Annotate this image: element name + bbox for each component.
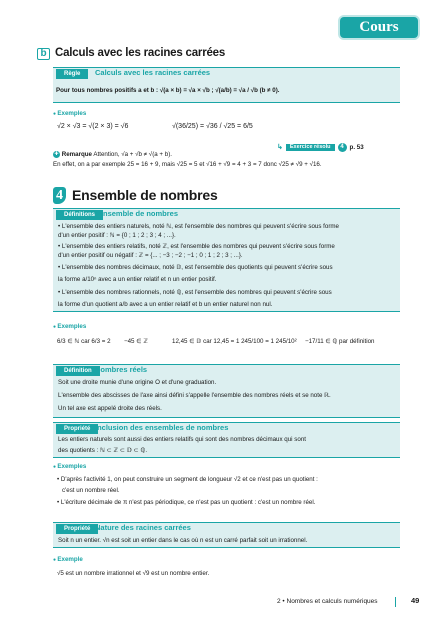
example-bullet-cont: c'est un nombre réel.	[62, 487, 120, 494]
definition-naturals: • L'ensemble des entiers naturels, noté ℕ, est l'ensemble des nombres qui peuvent s'écrire sous forme	[58, 223, 340, 230]
rule-heading: Calculs avec les racines carrées	[95, 68, 211, 77]
remark-icon: ✚	[54, 151, 59, 157]
property-heading: Nature des racines carrées	[95, 523, 191, 532]
example-rationals: −17/11 ∈ ℚ par définition	[305, 338, 375, 345]
definitions-box	[53, 208, 400, 312]
footer-divider	[395, 597, 396, 607]
property-heading: Inclusion des ensembles de nombres	[95, 423, 229, 432]
cours-badge: Cours	[340, 17, 418, 38]
section-title: Ensemble de nombres	[72, 187, 218, 203]
example-integers: −45 ∈ ℤ	[124, 338, 148, 345]
exercise-page: p. 53	[349, 143, 364, 151]
arrow-icon: ↳	[277, 144, 283, 151]
property-line: Les entiers naturels sont aussi des entiers relatifs qui sont des nombres décimaux qui sont	[58, 436, 306, 443]
section-4-heading	[53, 186, 218, 205]
example-equation: √(36/25) = √36 / √25 = 6/5	[172, 123, 253, 130]
section-number: 4	[53, 187, 66, 204]
section-title: Calculs avec les racines carrées	[55, 47, 226, 59]
page-number: 49	[411, 596, 420, 605]
definition-decimals-cont: la forme a/10ⁿ avec a un entier relatif et n un entier positif.	[58, 276, 217, 283]
definition-line: Soit une droite munie d'une origine O et d'une graduation.	[58, 379, 217, 386]
definition-decimals: • L'ensemble des nombres décimaux, noté 𝔻, est l'ensemble des quotients qui peuvent s'écrire sous	[58, 264, 333, 271]
remark-line2: En effet, on a par exemple 25 = 16 + 9, mais √25 = 5 et √16 + √9 = 4 + 3 = 7 donc √25 ≠ √9 + √16.	[53, 161, 322, 168]
example-decimals: 12,45 ∈ 𝔻 car 12,45 = 1 245/100 = 1 245/10²	[172, 338, 297, 345]
exercise-tag: Exercice résolu	[286, 144, 335, 151]
examples-label: ● Exemples	[53, 323, 86, 331]
footer-chapter: 2 • Nombres et calculs numériques	[277, 598, 378, 605]
rule-text: Pour tous nombres positifs a et b : √(a × b) = √a × √b ; √(a/b) = √a / √b (b ≠ 0).	[56, 87, 280, 94]
section-b-heading	[37, 46, 225, 62]
examples-label: ● Exemples	[53, 463, 86, 471]
definition-rationals: • L'ensemble des nombres rationnels, noté ℚ, est l'ensemble des nombres qui peuvent s'écrire sous	[58, 289, 332, 296]
example-label: ● Exemple	[53, 556, 83, 564]
definition-integers-cont: d'un entier positif ou négatif : ℤ = {... ; −3 ; −2 ; −1 ; 0 ; 1 ; 2 ; 3 ; ...}.	[58, 252, 243, 259]
definition-heading: Nombres réels	[95, 365, 148, 374]
property-box	[53, 422, 400, 458]
example-text: √5 est un nombre irrationnel et √9 est un nombre entier.	[57, 570, 210, 577]
examples-label: ● Exemples	[53, 110, 86, 118]
exercise-number: 4	[338, 143, 347, 152]
definitions-heading: Ensemble de nombres	[98, 209, 179, 218]
definition-naturals-cont: d'un entier positif : ℕ = {0 ; 1 ; 2 ; 3 ; 4 ; ...}.	[58, 232, 176, 239]
example-equation: √2 × √3 = √(2 × 3) = √6	[57, 123, 129, 130]
rule-tag: Règle	[56, 69, 88, 79]
example-bullet: • D'après l'activité 1, on peut construire un segment de longueur √2 et ce n'est pas un quotient :	[57, 476, 318, 483]
definition-box	[53, 364, 400, 418]
remark-label: Remarque	[61, 151, 92, 159]
definition-tag: Définition	[56, 366, 100, 376]
definition-line: L'ensemble des abscisses de l'axe ainsi défini s'appelle l'ensemble des nombres réels et se note ℝ.	[58, 392, 331, 399]
example-bullet: • L'écriture décimale de π n'est pas périodique, ce n'est pas un quotient : c'est un nombre réel.	[57, 499, 316, 506]
property-box	[53, 522, 400, 548]
definition-line: Un tel axe est appelé droite des réels.	[58, 405, 162, 412]
property-tag: Propriété	[56, 424, 98, 434]
property-tag: Propriété	[56, 524, 98, 534]
property-line: des quotients : ℕ ⊂ ℤ ⊂ 𝔻 ⊂ ℚ.	[58, 447, 148, 454]
definitions-tag: Définitions	[56, 210, 103, 220]
section-letter: b	[37, 48, 50, 60]
rule-box	[53, 67, 400, 103]
property-line: Soit n un entier. √n est soit un entier dans le cas où n est un carré parfait soit un irrationnel.	[58, 537, 308, 544]
remark-line1: Attention, √a + √b ≠ √(a + b).	[93, 151, 172, 159]
remark	[53, 151, 413, 160]
example-naturals: 6/3 ∈ ℕ car 6/3 = 2	[57, 338, 111, 345]
definition-rationals-cont: la forme d'un quotient a/b avec a un entier relatif et b un entier naturel non nul.	[58, 301, 273, 308]
definition-integers: • L'ensemble des entiers relatifs, noté ℤ, est l'ensemble des nombres qui peuvent s'écrire sous forme	[58, 243, 335, 250]
